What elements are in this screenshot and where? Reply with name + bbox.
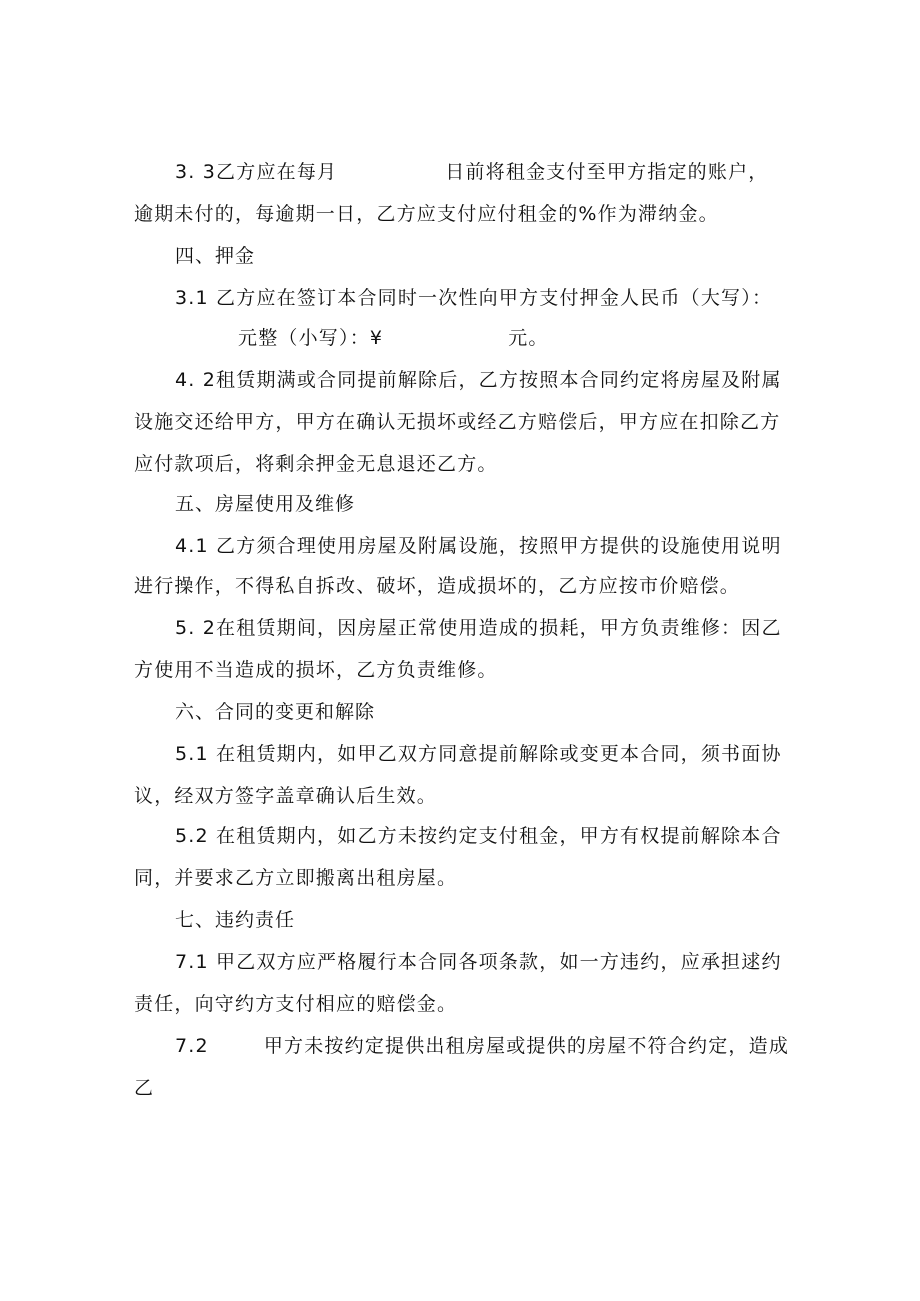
clause-5-1-line-1: 5.1 在租赁期内，如甲乙双方同意提前解除或变更本合同，须书面协 (175, 743, 782, 765)
clause-3-1-line-1: 3.1 乙方应在签订本合同时一次性向甲方支付押金人民币（大写）： (175, 287, 773, 309)
section-5-heading: 五、房屋使用及维修 (175, 493, 356, 515)
clause-3-3-line-2: 逾期未付的，每逾期一日，乙方应支付应付租金的%作为滞纳金。 (134, 203, 719, 225)
clause-5-2b-line-2: 同，并要求乙方立即搬离出租房屋。 (134, 867, 458, 889)
clause-7-1-line-2: 责任，向守约方支付相应的赔偿金。 (134, 993, 458, 1015)
clause-3-1-line-2 (238, 326, 549, 350)
clause-4-2-line-1: 4. 2租赁期满或合同提前解除后，乙方按照本合同约定将房屋及附属 (175, 369, 782, 391)
clause-5-2b-line-1: 5.2 在租赁期内，如乙方未按约定支付租金，甲方有权提前解除本合 (175, 825, 782, 847)
clause-5-2-line-1: 5. 2在租赁期间，因房屋正常使用造成的损耗，甲方负责维修：因乙 (175, 617, 782, 639)
clause-3-3-text-a: 3. 3乙方应在每月 (175, 161, 338, 183)
clause-3-1-text-b: 元。 (508, 327, 549, 349)
clause-5-1-line-2: 议，经双方签字盖章确认后生效。 (134, 785, 438, 807)
clause-4-1-line-1: 4.1 乙方须合理使用房屋及附属设施，按照甲方提供的设施使用说明 (175, 535, 782, 557)
clause-4-2-line-2: 设施交还给甲方，甲方在确认无损坏或经乙方赔偿后，甲方应在扣除乙方 (134, 411, 781, 433)
clause-7-2-text: 甲方未按约定提供出租房屋或提供的房屋不符合约定，造成 (263, 1035, 790, 1057)
section-7-heading: 七、违约责任 (175, 909, 296, 931)
clause-3-3-line-1 (175, 160, 768, 184)
clause-7-2-line-2: 乙 (134, 1077, 155, 1099)
clause-4-1-line-2: 进行操作，不得私自拆改、破坏，造成损坏的，乙方应按市价赔偿。 (134, 575, 741, 597)
clause-3-1-text-a: 元整（小写）：¥ (238, 327, 384, 349)
clause-7-1-line-1: 7.1 甲乙双方应严格履行本合同各项条款，如一方违约，应承担逑约 (175, 951, 782, 973)
section-4-heading: 四、押金 (175, 245, 256, 267)
clause-3-3-text-b: 日前将租金支付至甲方指定的账户， (445, 161, 769, 183)
clause-7-2-number: 7.2 (175, 1035, 209, 1057)
clause-7-2-line-1 (175, 1034, 789, 1058)
clause-5-2-line-2: 方使用不当造成的损坏，乙方负责维修。 (134, 659, 498, 681)
clause-4-2-line-3: 应付款项后，将剩余押金无息退还乙方。 (134, 453, 498, 475)
section-6-heading: 六、合同的变更和解除 (175, 701, 376, 723)
